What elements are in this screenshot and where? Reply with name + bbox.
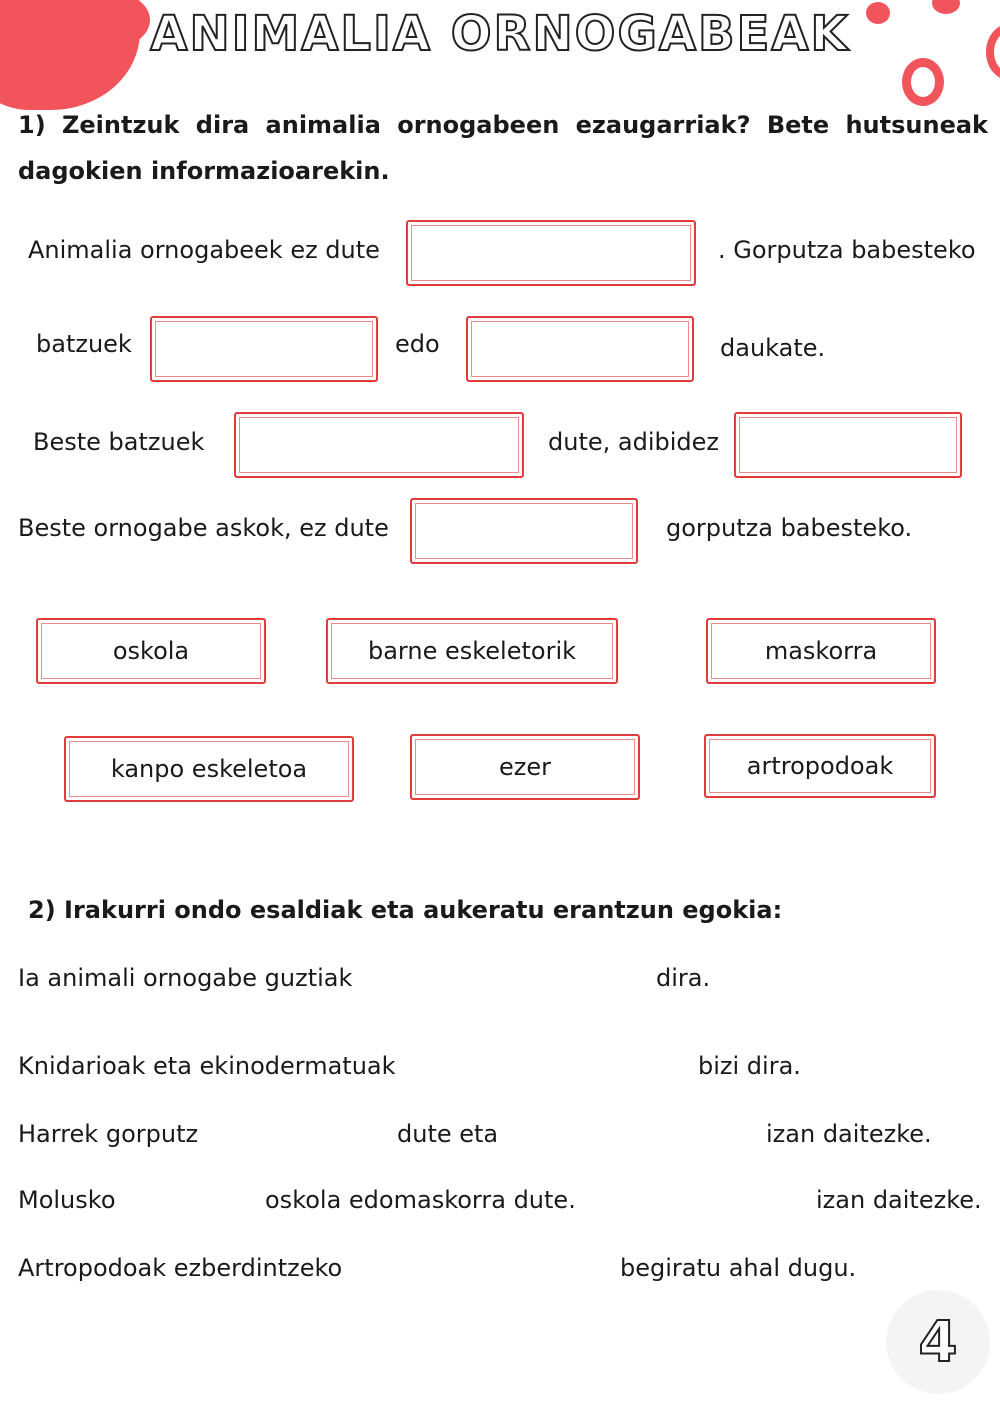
- drop-zone-4[interactable]: [234, 412, 524, 478]
- word-card-maskorra[interactable]: maskorra: [706, 618, 936, 684]
- line-1-dropdown[interactable]: [380, 960, 640, 1000]
- line-4-dropdown-1[interactable]: [136, 1182, 256, 1222]
- sentence-4-start: Beste ornogabe askok, ez dute: [18, 514, 389, 542]
- drop-zone-3[interactable]: [466, 316, 694, 382]
- drop-zone-1[interactable]: [406, 220, 696, 286]
- sentence-2-start: batzuek: [36, 330, 132, 358]
- sentence-2-mid: edo: [395, 330, 440, 358]
- drop-zone-6[interactable]: [410, 498, 638, 564]
- sentence-3-mid: dute, adibidez: [548, 428, 719, 456]
- line-2-dropdown[interactable]: [430, 1048, 680, 1088]
- line-3-start: Harrek gorputz: [18, 1120, 199, 1148]
- line-4-start: Molusko: [18, 1186, 116, 1214]
- line-2-end: bizi dira.: [698, 1052, 801, 1080]
- sentence-1-start: Animalia ornogabeek ez dute: [28, 236, 380, 264]
- sentence-1-end: . Gorputza babesteko: [718, 236, 976, 264]
- decor-ring: [902, 58, 944, 106]
- line-3-mid: dute eta: [397, 1120, 499, 1148]
- line-3-dropdown-2[interactable]: [520, 1116, 750, 1156]
- line-2-start: Knidarioak eta ekinodermatuak: [18, 1052, 396, 1080]
- word-card-ezer[interactable]: ezer: [410, 734, 640, 800]
- page-number-badge: 4: [886, 1290, 990, 1394]
- line-1-end: dira.: [656, 964, 711, 992]
- sentence-2-end: daukate.: [720, 334, 826, 362]
- line-3-end: izan daitezke.: [766, 1120, 932, 1148]
- line-4-mid: oskola edomaskorra dute.: [265, 1186, 576, 1214]
- question-1-prompt: 1) Zeintzuk dira animalia ornogabeen ezaugarriak? Bete hutsuneak dagokien informazioarekin.: [18, 111, 988, 185]
- word-card-barne-eskeletorik[interactable]: barne eskeletorik: [326, 618, 618, 684]
- word-card-kanpo-eskeletoa[interactable]: kanpo eskeletoa: [64, 736, 354, 802]
- line-5-end: begiratu ahal dugu.: [620, 1254, 857, 1282]
- word-card-artropodoak[interactable]: artropodoak: [704, 734, 936, 798]
- line-4-end: izan daitezke.: [816, 1186, 982, 1214]
- sentence-3-start: Beste batzuek: [33, 428, 205, 456]
- line-1-start: Ia animali ornogabe guztiak: [18, 964, 353, 992]
- drop-zone-5[interactable]: [734, 412, 962, 478]
- question-2-prompt: 2) Irakurri ondo esaldiak eta aukeratu erantzun egokia:: [28, 896, 783, 924]
- line-5-start: Artropodoak ezberdintzeko: [18, 1254, 343, 1282]
- line-5-dropdown[interactable]: [380, 1250, 610, 1290]
- drop-zone-2[interactable]: [150, 316, 378, 382]
- word-card-oskola[interactable]: oskola: [36, 618, 266, 684]
- sentence-4-end: gorputza babesteko.: [666, 514, 913, 542]
- line-4-dropdown-2[interactable]: [610, 1182, 805, 1222]
- line-3-dropdown-1[interactable]: [222, 1116, 382, 1156]
- page-title: ANIMALIA ORNOGABEAK: [150, 6, 850, 62]
